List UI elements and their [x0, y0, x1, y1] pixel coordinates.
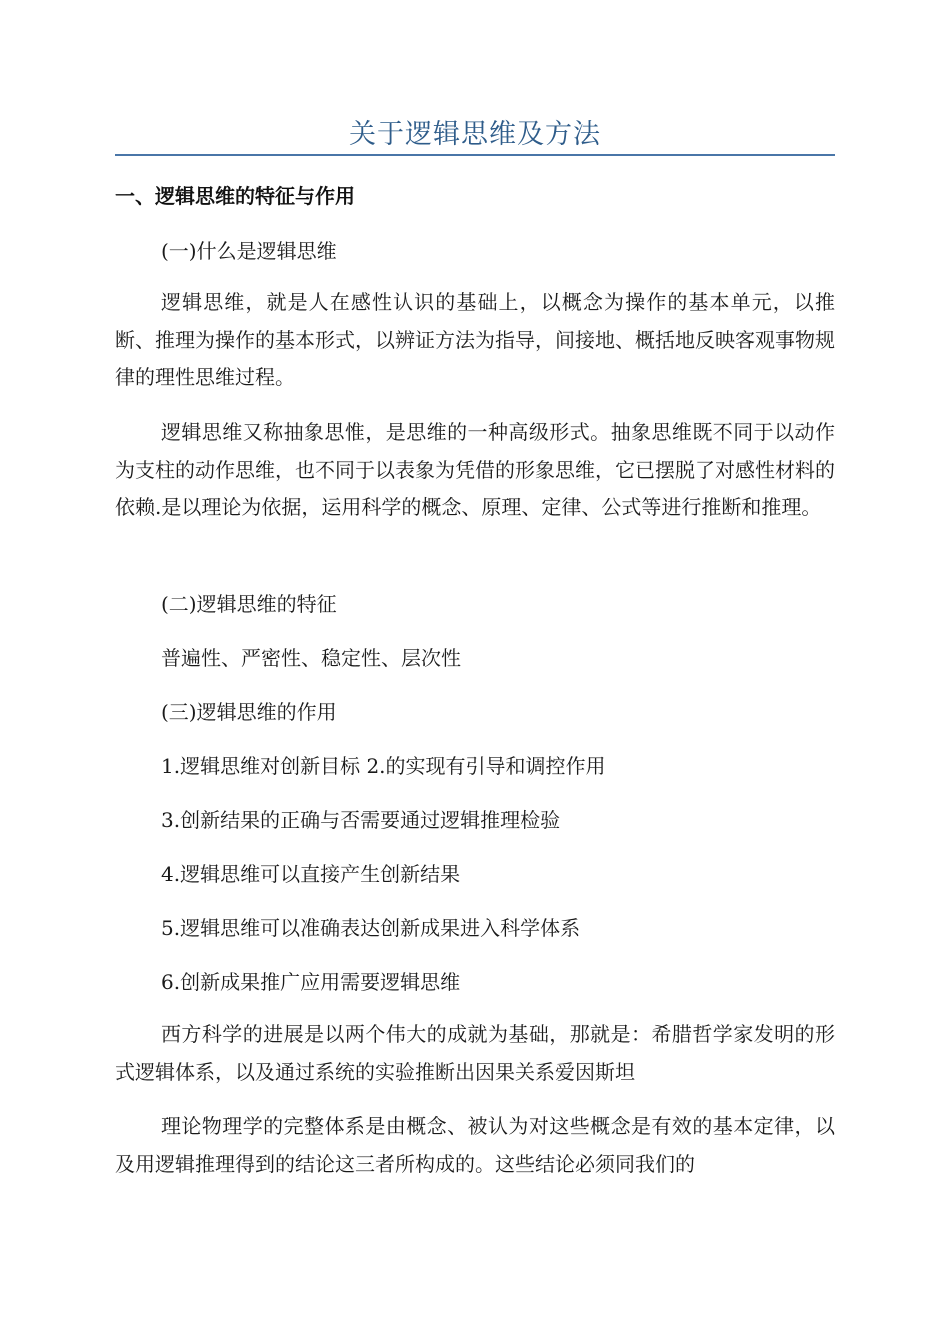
features-list: 普遍性、严密性、稳定性、层次性 — [161, 646, 461, 670]
list-item: 6.创新成果推广应用需要逻辑思维 — [161, 970, 461, 994]
subheading-roles: (三)逻辑思维的作用 — [161, 700, 337, 724]
section-heading: 一、逻辑思维的特征与作用 — [115, 184, 355, 208]
list-item: 1.逻辑思维对创新目标 2.的实现有引导和调控作用 — [161, 754, 606, 778]
list-item: 5.逻辑思维可以准确表达创新成果进入科学体系 — [161, 916, 581, 940]
list-item: 3.创新结果的正确与否需要通过逻辑推理检验 — [161, 808, 561, 832]
subheading-features: (二)逻辑思维的特征 — [161, 592, 337, 616]
paragraph-western-science: 西方科学的进展是以两个伟大的成就为基础，那就是：希腊哲学家发明的形式逻辑体系，以及通过系统的实验推断出因果关系爱因斯坦 — [115, 1022, 835, 1084]
paragraph-theoretical-physics: 理论物理学的完整体系是由概念、被认为对这些概念是有效的基本定律，以及用逻辑推理得到的结论这三者所构成的。这些结论必须同我们的 — [115, 1114, 835, 1176]
title-underline — [115, 154, 835, 156]
paragraph-definition: 逻辑思维，就是人在感性认识的基础上，以概念为操作的基本单元，以推断、推理为操作的基本形式，以辨证方法为指导，间接地、概括地反映客观事物规律的理性思维过程。 — [115, 290, 835, 389]
paragraph-abstract-thinking: 逻辑思维又称抽象思惟，是思维的一种高级形式。抽象思维既不同于以动作为支柱的动作思维，也不同于以表象为凭借的形象思维，它已摆脱了对感性材料的依赖.是以理论为依据，运用科学的概念、原理、定律、公式等进行推断和推理。 — [115, 420, 835, 519]
list-item: 4.逻辑思维可以直接产生创新结果 — [161, 862, 461, 886]
document-title: 关于逻辑思维及方法 — [349, 119, 601, 150]
subheading-what-is: (一)什么是逻辑思维 — [161, 239, 337, 263]
